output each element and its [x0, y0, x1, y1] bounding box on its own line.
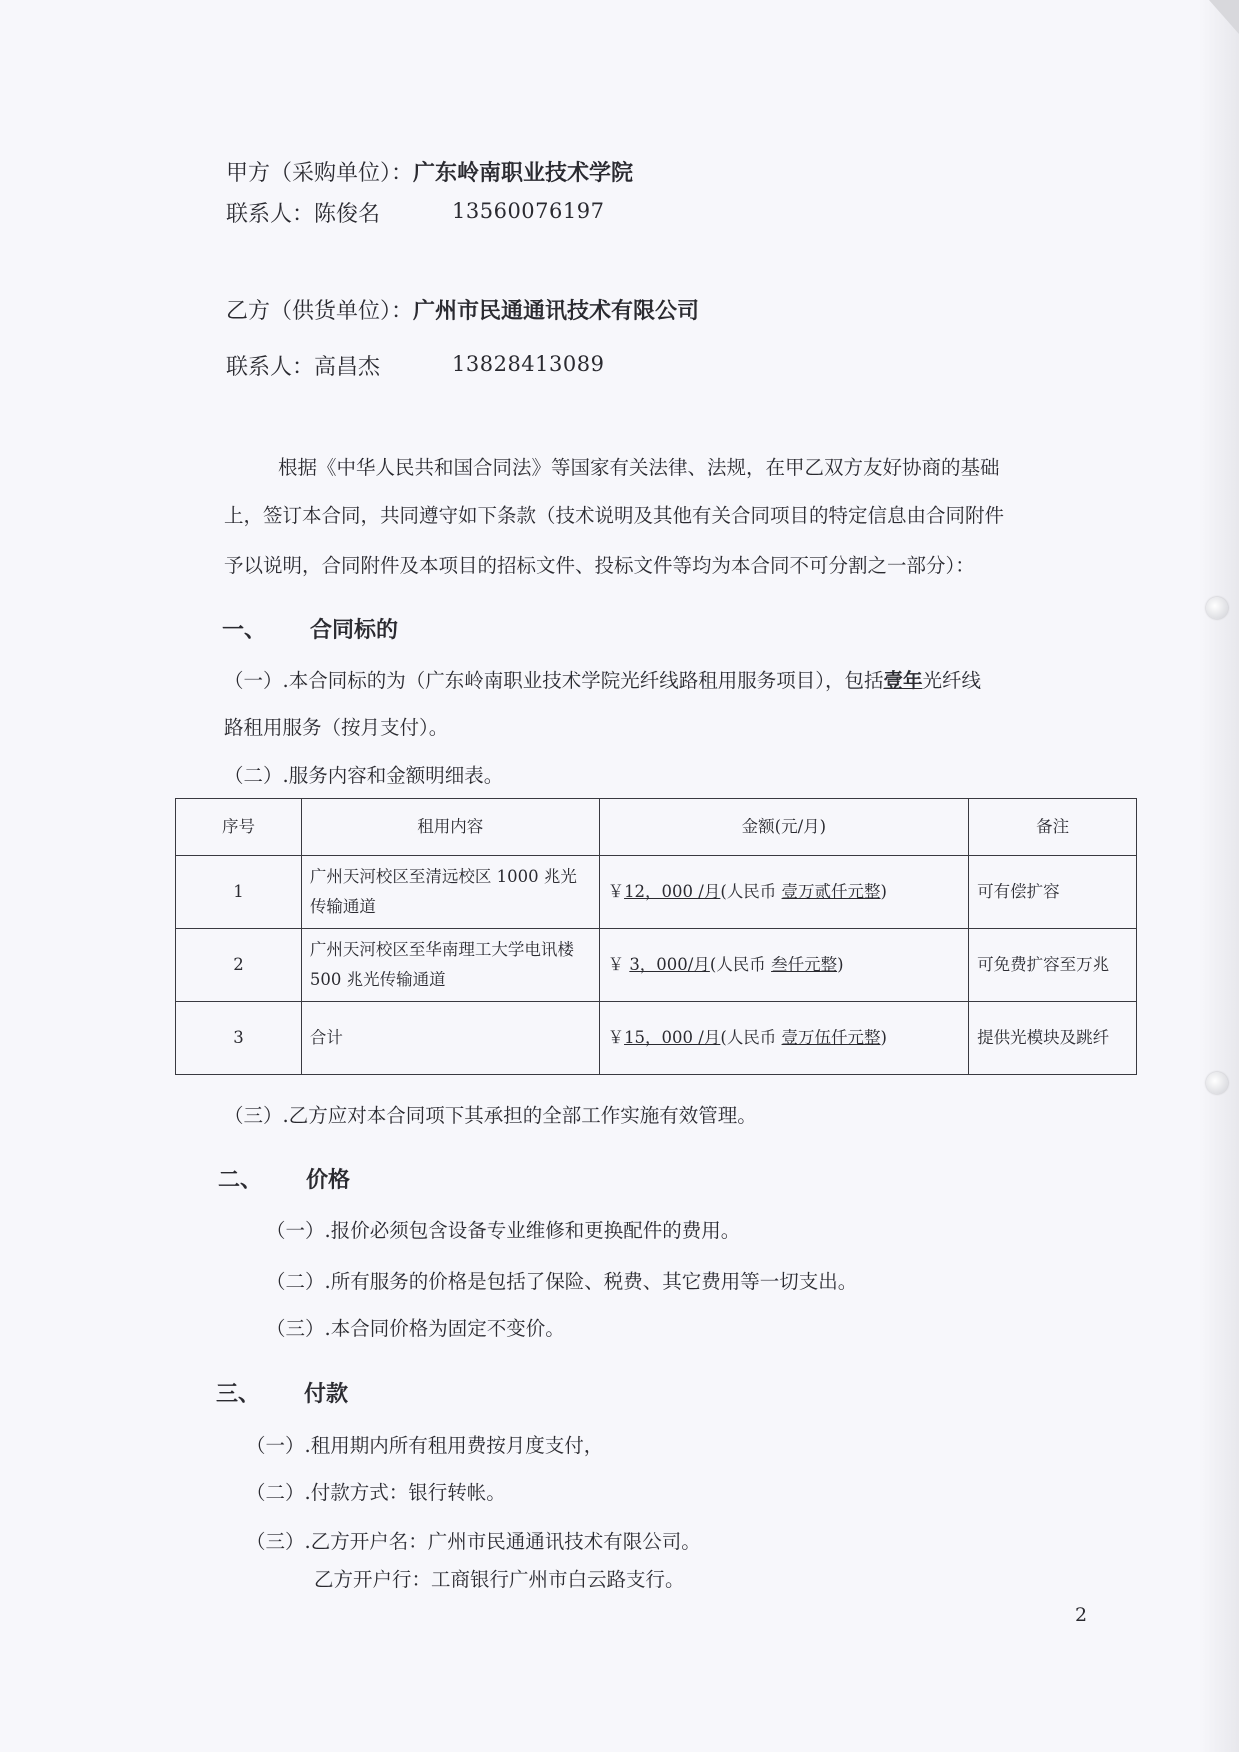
section-1-item-1 — [224, 665, 981, 693]
amount-suffix: ) — [880, 882, 887, 901]
header-seq: 序号 — [176, 799, 302, 856]
amount-figure: 12，000 /月 — [624, 882, 721, 901]
amount-suffix: ) — [880, 1028, 887, 1047]
service-amount-table — [175, 798, 1137, 1075]
section-3-item-3: （三）.乙方开户名：广州市民通通讯技术有限公司。 — [246, 1530, 701, 1553]
section-3-item-1: （一）.租用期内所有租用费按月度支付， — [246, 1434, 604, 1457]
amount-figure: 15，000 /月 — [624, 1028, 721, 1047]
amount-prefix: ￥ — [607, 882, 625, 901]
table-row — [176, 1002, 1137, 1075]
party-a-contact: 联系人：陈俊名 — [226, 202, 381, 227]
row-content: 广州天河校区至华南理工大学电讯楼 500 兆光传输通道 — [301, 929, 599, 1002]
party-a-line — [226, 156, 633, 187]
row-seq: 3 — [176, 1002, 302, 1075]
row-content: 合计 — [301, 1002, 599, 1075]
amount-prefix: ￥ — [607, 1028, 625, 1047]
table-row — [176, 929, 1137, 1002]
intro-line-3: 予以说明，合同附件及本项目的招标文件、投标文件等均为本合同不可分割之一部分）： — [224, 554, 975, 577]
section-1-item-1-tail: 光纤线 — [922, 669, 981, 692]
section-1-item-1-term: 壹年 — [883, 669, 923, 692]
row-note: 可有偿扩容 — [969, 856, 1137, 929]
party-b-name: 广州市民通通讯技术有限公司 — [413, 299, 700, 324]
section-1-item-1-line-2: 路租用服务（按月支付）。 — [224, 716, 449, 739]
party-a-contact-line — [226, 197, 380, 228]
section-3-item-2: （二）.付款方式：银行转帐。 — [246, 1481, 506, 1504]
party-b-label: 乙方（供货单位）： — [226, 299, 414, 324]
section-3-title: 付款 — [304, 1382, 349, 1407]
section-1-title: 合同标的 — [310, 618, 399, 643]
row-amount — [599, 929, 969, 1002]
amount-prefix: ￥ — [607, 955, 625, 974]
section-2-item-2: （二）.所有服务的价格是包括了保险、税费、其它费用等一切支出。 — [266, 1270, 858, 1293]
party-b-contact-line — [226, 350, 380, 381]
row-note: 提供光模块及跳纤 — [969, 1002, 1137, 1075]
party-a-label: 甲方（采购单位）： — [226, 161, 414, 186]
row-content: 广州天河校区至清远校区 1000 兆光传输通道 — [301, 856, 599, 929]
section-1-number: 一、 — [222, 618, 267, 643]
row-amount — [599, 856, 969, 929]
amount-suffix: ) — [837, 955, 844, 974]
section-1-item-1-text: （一）.本合同标的为（广东岭南职业技术学院光纤线路租用服务项目），包括 — [224, 669, 884, 692]
amount-words: 壹万贰仟元整 — [781, 882, 881, 901]
amount-mid: (人民币 — [720, 882, 777, 901]
section-2-title: 价格 — [306, 1168, 351, 1193]
amount-words: 壹万伍仟元整 — [781, 1028, 881, 1047]
party-a-phone: 13560076197 — [452, 199, 605, 223]
row-seq: 1 — [176, 856, 302, 929]
amount-figure: 3，000/月 — [629, 955, 710, 974]
row-amount — [599, 1002, 969, 1075]
table-row — [176, 856, 1137, 929]
party-a-name: 广东岭南职业技术学院 — [413, 161, 634, 186]
party-b-line — [226, 294, 699, 325]
amount-mid: (人民币 — [720, 1028, 777, 1047]
amount-words: 叁仟元整 — [771, 955, 838, 974]
header-note: 备注 — [969, 799, 1137, 856]
section-3-item-3-line-2: 乙方开户行：工商银行广州市白云路支行。 — [314, 1568, 685, 1591]
party-b-phone: 13828413089 — [452, 352, 605, 376]
page-edge-shadow — [1199, 0, 1239, 1752]
binder-hole — [1206, 1072, 1228, 1094]
section-3-number: 三、 — [216, 1382, 261, 1407]
row-note: 可免费扩容至万兆 — [969, 929, 1137, 1002]
section-1-item-3: （三）.乙方应对本合同项下其承担的全部工作实施有效管理。 — [224, 1104, 757, 1127]
section-2-item-1: （一）.报价必须包含设备专业维修和更换配件的费用。 — [266, 1219, 741, 1242]
header-amount: 金额(元/月) — [599, 799, 969, 856]
intro-line-1: 根据《中华人民共和国合同法》等国家有关法律、法规，在甲乙双方友好协商的基础 — [278, 456, 1000, 479]
section-2-number: 二、 — [218, 1168, 263, 1193]
binder-hole — [1206, 597, 1228, 619]
folded-corner — [1209, 0, 1239, 34]
header-content: 租用内容 — [301, 799, 599, 856]
page-number: 2 — [1075, 1604, 1088, 1626]
amount-mid: (人民币 — [709, 955, 766, 974]
party-b-contact: 联系人：高昌杰 — [226, 355, 381, 380]
section-2-item-3: （三）.本合同价格为固定不变价。 — [266, 1317, 565, 1340]
table-header-row — [176, 799, 1137, 856]
section-1-item-2: （二）.服务内容和金额明细表。 — [224, 764, 504, 787]
row-seq: 2 — [176, 929, 302, 1002]
intro-line-2: 上，签订本合同，共同遵守如下条款（技术说明及其他有关合同项目的特定信息由合同附件 — [224, 504, 1005, 527]
